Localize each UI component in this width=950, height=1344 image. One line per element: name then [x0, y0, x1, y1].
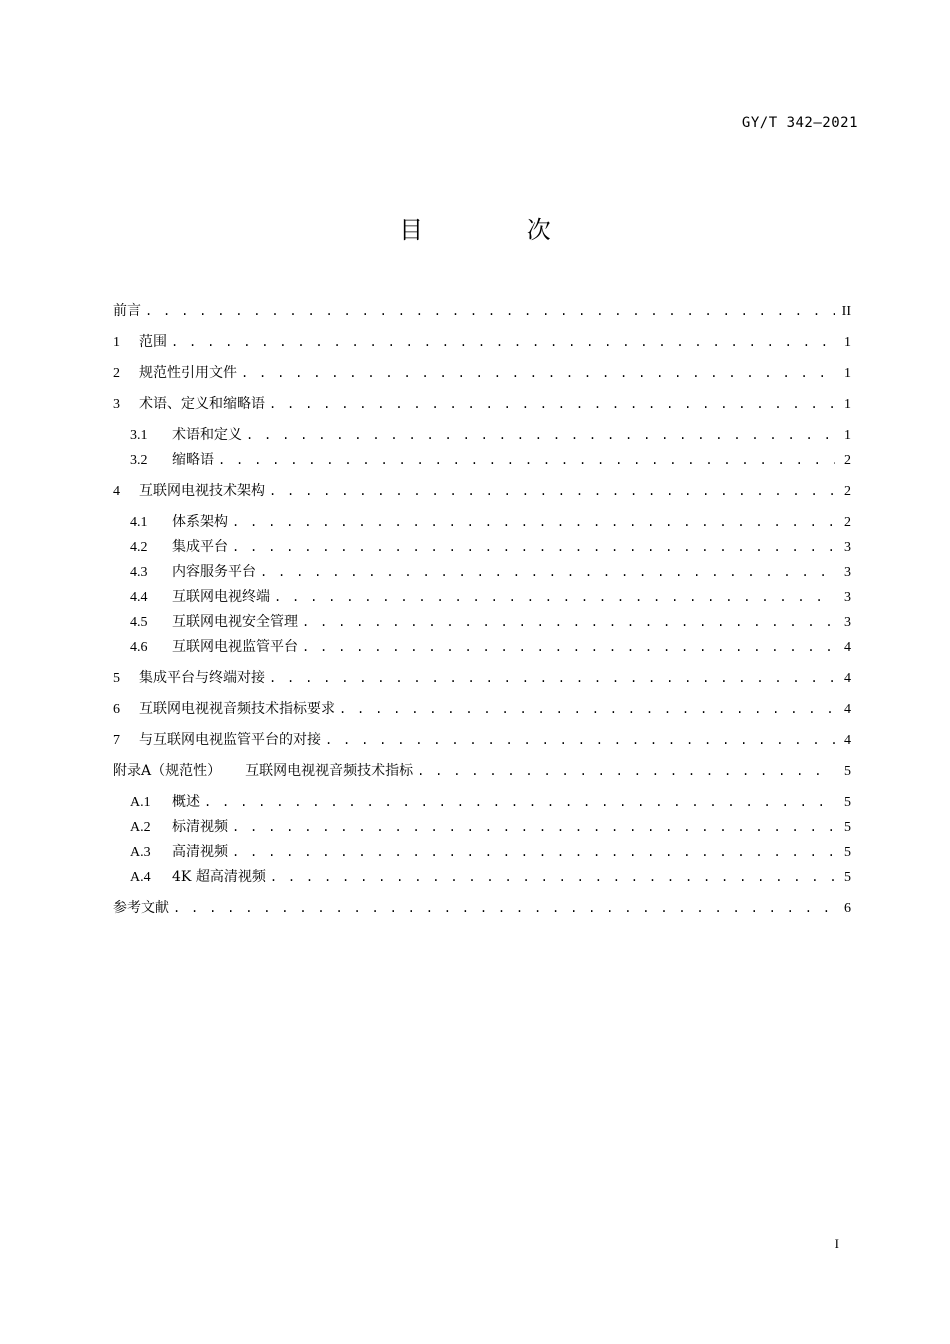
toc-entry-label: 集成平台	[172, 539, 228, 555]
toc-entry-references[interactable]	[113, 896, 851, 921]
toc-entry-number: 4	[113, 484, 120, 499]
toc-entry-page: II	[841, 304, 851, 319]
toc-entry-page: 6	[844, 901, 851, 916]
dot-leader	[173, 896, 835, 921]
toc-entry-3-1[interactable]	[113, 423, 851, 448]
toc-entry-label: 互联网电视终端	[172, 589, 270, 605]
standard-code: GY/T 342—2021	[741, 115, 858, 131]
toc-entry-page: 1	[844, 397, 851, 412]
toc-entry-page: 5	[844, 795, 851, 810]
dot-leader	[269, 666, 835, 691]
toc-entry-number: A.4	[130, 870, 151, 885]
dot-leader	[232, 840, 835, 865]
toc-entry-page: 2	[844, 515, 851, 530]
toc-entry-page: 1	[844, 428, 851, 443]
toc-entry-number: 3.2	[130, 453, 148, 468]
dot-leader	[204, 790, 835, 815]
dot-leader	[232, 815, 835, 840]
dot-leader	[246, 423, 835, 448]
toc-entry-4-4[interactable]	[113, 585, 851, 610]
dot-leader	[339, 697, 835, 722]
toc-entry-label: 前言	[113, 303, 141, 319]
toc-entry-number: 4.2	[130, 540, 148, 555]
toc-entry-a-3[interactable]	[113, 840, 851, 865]
dot-leader	[260, 560, 835, 585]
toc-entry-page: 3	[844, 590, 851, 605]
toc-entry-4-6[interactable]	[113, 635, 851, 660]
toc-entry-page: 5	[844, 820, 851, 835]
toc-entry-number: 4.1	[130, 515, 148, 530]
toc-entry-6[interactable]	[113, 697, 851, 722]
dot-leader	[302, 610, 835, 635]
toc-entry-page: 3	[844, 565, 851, 580]
dot-leader	[145, 299, 835, 324]
toc-entry-page: 1	[844, 366, 851, 381]
dot-leader	[302, 635, 835, 660]
toc-entry-1[interactable]	[113, 330, 851, 355]
toc-entry-4-2[interactable]	[113, 535, 851, 560]
toc-entry-label: 互联网电视视音频技术指标	[245, 763, 414, 779]
toc-entry-4[interactable]	[113, 479, 851, 504]
toc-entry-label: 集成平台与终端对接	[139, 670, 265, 686]
toc-entry-number: 4.5	[130, 615, 148, 630]
page-number: I	[834, 1236, 839, 1251]
toc-entry-page: 4	[844, 640, 851, 655]
dot-leader	[417, 759, 835, 784]
toc-entry-page: 3	[844, 615, 851, 630]
toc-entry-page: 5	[844, 845, 851, 860]
toc-entry-number: 7	[113, 733, 120, 748]
dot-leader	[241, 361, 835, 386]
toc-entry-4-1[interactable]	[113, 510, 851, 535]
toc-entry-label: 互联网电视视音频技术指标要求	[139, 701, 335, 717]
toc-entry-foreword[interactable]	[113, 299, 851, 324]
toc-entry-label: 4K 超高清视频	[172, 869, 266, 885]
toc-entry-a-4[interactable]	[113, 865, 851, 890]
toc-entry-3-2[interactable]	[113, 448, 851, 473]
toc-entry-page: 5	[844, 870, 851, 885]
toc-entry-appendix-a[interactable]	[113, 759, 851, 784]
toc-entry-number: 3.1	[130, 428, 148, 443]
toc-entry-page: 4	[844, 671, 851, 686]
toc-entry-number: 4.3	[130, 565, 148, 580]
toc-entry-label: 术语、定义和缩略语	[139, 396, 265, 412]
toc-entry-page: 4	[844, 702, 851, 717]
toc-entry-label: 与互联网电视监管平台的对接	[139, 732, 321, 748]
toc-entry-number: 2	[113, 366, 120, 381]
dot-leader	[232, 510, 835, 535]
toc-entry-label: 体系架构	[172, 514, 228, 530]
dot-leader	[269, 479, 835, 504]
toc-entry-page: 5	[844, 764, 851, 779]
toc-entry-5[interactable]	[113, 666, 851, 691]
toc-entry-label: 标清视频	[172, 819, 228, 835]
toc-entry-number: A.2	[130, 820, 151, 835]
toc-entry-number: A.3	[130, 845, 151, 860]
toc-entry-label: 互联网电视安全管理	[172, 614, 298, 630]
toc-entry-label: 规范性引用文件	[139, 365, 237, 381]
dot-leader	[270, 865, 835, 890]
toc-entry-number: 5	[113, 671, 120, 686]
toc-entry-page: 4	[844, 733, 851, 748]
toc-entry-2[interactable]	[113, 361, 851, 386]
table-of-contents	[113, 299, 851, 921]
toc-entry-4-3[interactable]	[113, 560, 851, 585]
toc-entry-number: 1	[113, 335, 120, 350]
dot-leader	[218, 448, 835, 473]
toc-entry-page: 2	[844, 484, 851, 499]
toc-title: 目 次	[399, 216, 599, 244]
toc-entry-label: 缩略语	[172, 452, 214, 468]
toc-entry-label: 概述	[172, 794, 200, 810]
toc-entry-label: 术语和定义	[172, 427, 242, 443]
toc-entry-label: 互联网电视监管平台	[172, 639, 298, 655]
dot-leader	[325, 728, 835, 753]
toc-entry-number: 6	[113, 702, 120, 717]
dot-leader	[274, 585, 835, 610]
dot-leader	[171, 330, 835, 355]
toc-entry-a-2[interactable]	[113, 815, 851, 840]
toc-entry-a-1[interactable]	[113, 790, 851, 815]
toc-entry-label: 高清视频	[172, 844, 228, 860]
toc-entry-label: 范围	[139, 334, 167, 350]
toc-entry-page: 2	[844, 453, 851, 468]
appendix-mark: 附录A（规范性）	[113, 763, 222, 779]
toc-entry-label: 内容服务平台	[172, 564, 256, 580]
toc-entry-number: A.1	[130, 795, 151, 810]
toc-entry-number: 4.4	[130, 590, 148, 605]
toc-entry-page: 3	[844, 540, 851, 555]
dot-leader	[269, 392, 835, 417]
toc-entry-number: 3	[113, 397, 120, 412]
dot-leader	[232, 535, 835, 560]
toc-entry-7[interactable]	[113, 728, 851, 753]
toc-entry-label: 参考文献	[113, 900, 169, 916]
toc-entry-4-5[interactable]	[113, 610, 851, 635]
toc-entry-number: 4.6	[130, 640, 148, 655]
toc-entry-page: 1	[844, 335, 851, 350]
toc-entry-3[interactable]	[113, 392, 851, 417]
toc-entry-label: 互联网电视技术架构	[139, 483, 265, 499]
